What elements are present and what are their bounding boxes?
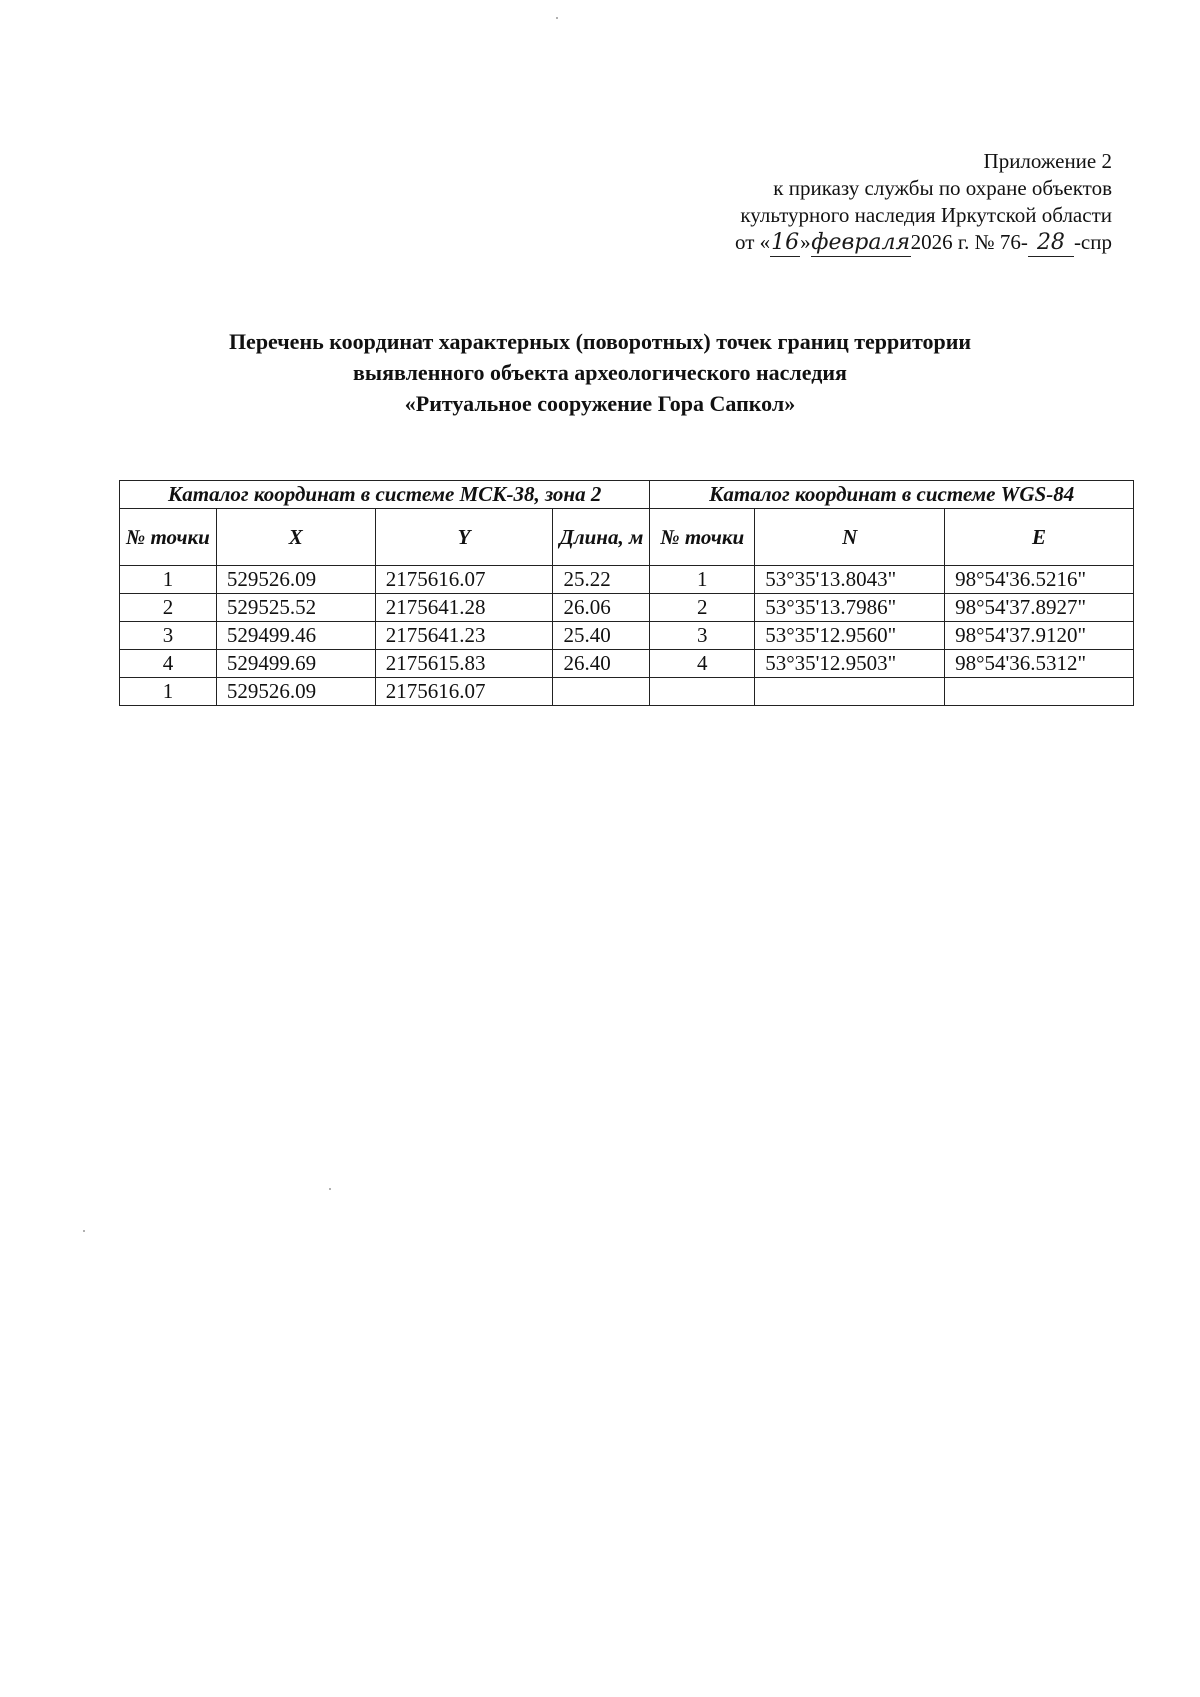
header-point-number: № точки — [120, 509, 217, 566]
caption-msk38: Каталог координат в системе МСК-38, зона 2 — [120, 481, 650, 509]
cell-n: 53°35'12.9560" — [755, 622, 945, 650]
cell-point: 1 — [120, 678, 217, 706]
cell-x: 529526.09 — [216, 566, 375, 594]
cell-point: 2 — [120, 594, 217, 622]
cell-y: 2175616.07 — [375, 678, 553, 706]
cell-y: 2175615.83 — [375, 650, 553, 678]
cell-point: 4 — [120, 650, 217, 678]
header-e: E — [945, 509, 1134, 566]
appendix-date-line — [735, 229, 1112, 257]
cell-y: 2175641.28 — [375, 594, 553, 622]
appendix-line-3: культурного наследия Иркутской области — [740, 203, 1112, 227]
header-point-number-wgs: № точки — [650, 509, 755, 566]
cell-y: 2175616.07 — [375, 566, 553, 594]
appendix-line-2: к приказу службы по охране объектов — [773, 176, 1112, 200]
cell-e: 98°54'36.5312" — [945, 650, 1134, 678]
header-x: X — [216, 509, 375, 566]
table-row — [120, 566, 1134, 594]
date-separator: » — [800, 230, 811, 254]
coordinates-table — [119, 480, 1134, 706]
cell-point-wgs — [650, 678, 755, 706]
cell-length: 26.40 — [553, 650, 650, 678]
cell-length — [553, 678, 650, 706]
appendix-line-1: Приложение 2 — [983, 149, 1112, 173]
table-row — [120, 650, 1134, 678]
caption-wgs84: Каталог координат в системе WGS-84 — [650, 481, 1134, 509]
table-caption-row — [120, 481, 1134, 509]
cell-x: 529499.69 — [216, 650, 375, 678]
title-line-3: «Ритуальное сооружение Гора Сапкол» — [404, 391, 796, 416]
cell-n: 53°35'12.9503" — [755, 650, 945, 678]
title-line-1: Перечень координат характерных (поворотных) точек границ территории — [228, 329, 972, 354]
cell-n: 53°35'13.7986" — [755, 594, 945, 622]
cell-x: 529499.46 — [216, 622, 375, 650]
table-row — [120, 622, 1134, 650]
scan-speck — [556, 17, 558, 19]
cell-e: 98°54'37.8927" — [945, 594, 1134, 622]
cell-point: 3 — [120, 622, 217, 650]
header-length: Длина, м — [553, 509, 650, 566]
table-header-row — [120, 509, 1134, 566]
cell-y: 2175641.23 — [375, 622, 553, 650]
cell-n — [755, 678, 945, 706]
cell-n: 53°35'13.8043" — [755, 566, 945, 594]
cell-e: 98°54'37.9120" — [945, 622, 1134, 650]
header-n: N — [755, 509, 945, 566]
title-line-2: выявленного объекта археологического наследия — [353, 360, 847, 385]
cell-length: 25.40 — [553, 622, 650, 650]
cell-e — [945, 678, 1134, 706]
appendix-header — [735, 148, 1112, 257]
table-row — [120, 594, 1134, 622]
scan-speck — [329, 1188, 331, 1190]
cell-point-wgs: 4 — [650, 650, 755, 678]
handwritten-order-number: 28 — [1028, 229, 1074, 257]
cell-point-wgs: 2 — [650, 594, 755, 622]
cell-x: 529526.09 — [216, 678, 375, 706]
cell-x: 529525.52 — [216, 594, 375, 622]
cell-point: 1 — [120, 566, 217, 594]
scan-speck — [83, 1230, 85, 1232]
cell-point-wgs: 3 — [650, 622, 755, 650]
cell-length: 25.22 — [553, 566, 650, 594]
handwritten-month: февраля — [811, 230, 911, 255]
handwritten-day: 16 — [771, 230, 800, 255]
cell-e: 98°54'36.5216" — [945, 566, 1134, 594]
order-suffix: -спр — [1073, 230, 1112, 254]
header-y: Y — [375, 509, 553, 566]
date-prefix: от « — [735, 230, 771, 254]
cell-point-wgs: 1 — [650, 566, 755, 594]
document-title — [110, 326, 1090, 419]
date-year: 2026 г. № 76- — [910, 230, 1028, 254]
cell-length: 26.06 — [553, 594, 650, 622]
table-row — [120, 678, 1134, 706]
